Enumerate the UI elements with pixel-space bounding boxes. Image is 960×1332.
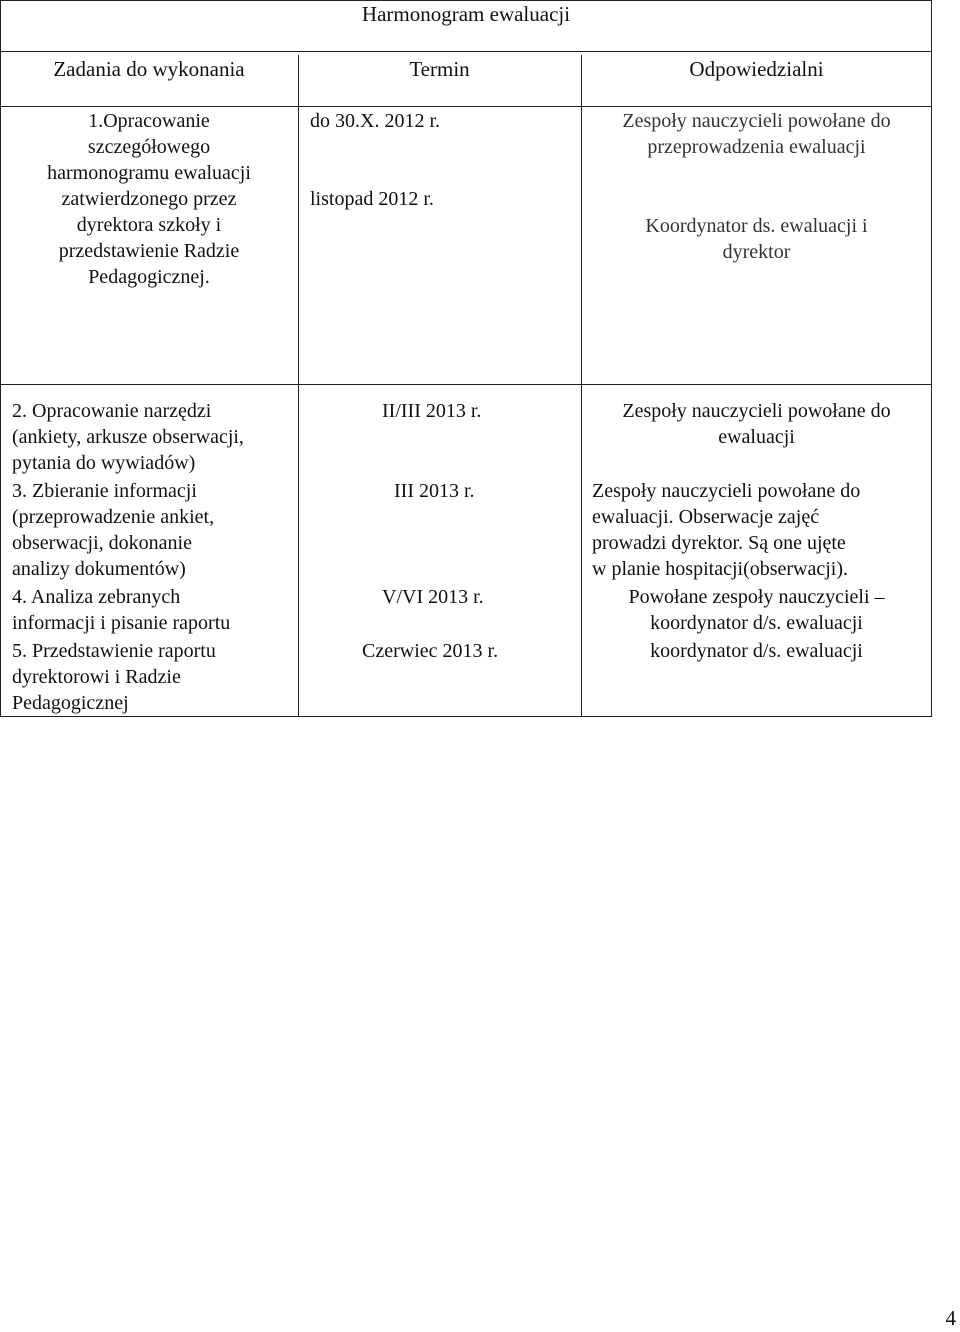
row3-deadline: III 2013 r.	[394, 480, 475, 502]
row5-task: 5. Przedstawienie raportu dyrektorowi i Radzie Pedagogicznej	[12, 640, 216, 714]
header-responsible: Odpowiedzialni	[689, 57, 824, 81]
row1-deadline-2: listopad 2012 r.	[310, 188, 434, 210]
row-divider	[0, 384, 932, 385]
row1-responsible-1: Zespoły nauczycieli powołane do przeprowadzenia ewaluacji	[622, 110, 891, 158]
row5-deadline: Czerwiec 2013 r.	[362, 640, 499, 662]
row3-responsible: Zespoły nauczycieli powołane do ewaluacji. Obserwacje zajęć prowadzi dyrektor. Są one ujęte w planie hospitacji(obserwacji).	[592, 480, 861, 580]
row1-deadline-1: do 30.X. 2012 r.	[310, 110, 440, 132]
header-divider	[0, 106, 932, 107]
row2-task: 2. Opracowanie narzędzi (ankiety, arkusze obserwacji, pytania do wywiadów)	[12, 400, 244, 474]
header-deadline: Termin	[409, 57, 470, 81]
row1-task: 1.Opracowanie szczegółowego harmonogramu ewaluacji zatwierdzonego przez dyrektora szkoły i przedstawienie Radzie Pedagogicznej.	[47, 110, 251, 288]
row3-task: 3. Zbieranie informacji (przeprowadzenie ankiet, obserwacji, dokonanie analizy dokumentów)	[12, 480, 215, 580]
row1-responsible-2: Koordynator ds. ewaluacji i dyrektor	[645, 215, 868, 263]
header-tasks: Zadania do wykonania	[53, 57, 245, 81]
row2-deadline: II/III 2013 r.	[382, 400, 482, 422]
row2-responsible: Zespoły nauczycieli powołane do ewaluacji	[622, 400, 891, 448]
page-number: 4	[945, 1306, 956, 1330]
page-title: Harmonogram ewaluacji	[361, 2, 571, 26]
row4-task: 4. Analiza zebranych informacji i pisanie raportu	[12, 586, 231, 634]
row5-responsible: koordynator d/s. ewaluacji	[650, 640, 863, 662]
column-divider-1	[298, 55, 299, 717]
row4-deadline: V/VI 2013 r.	[382, 586, 484, 608]
row4-responsible: Powołane zespoły nauczycieli – koordynator d/s. ewaluacji	[628, 586, 885, 634]
